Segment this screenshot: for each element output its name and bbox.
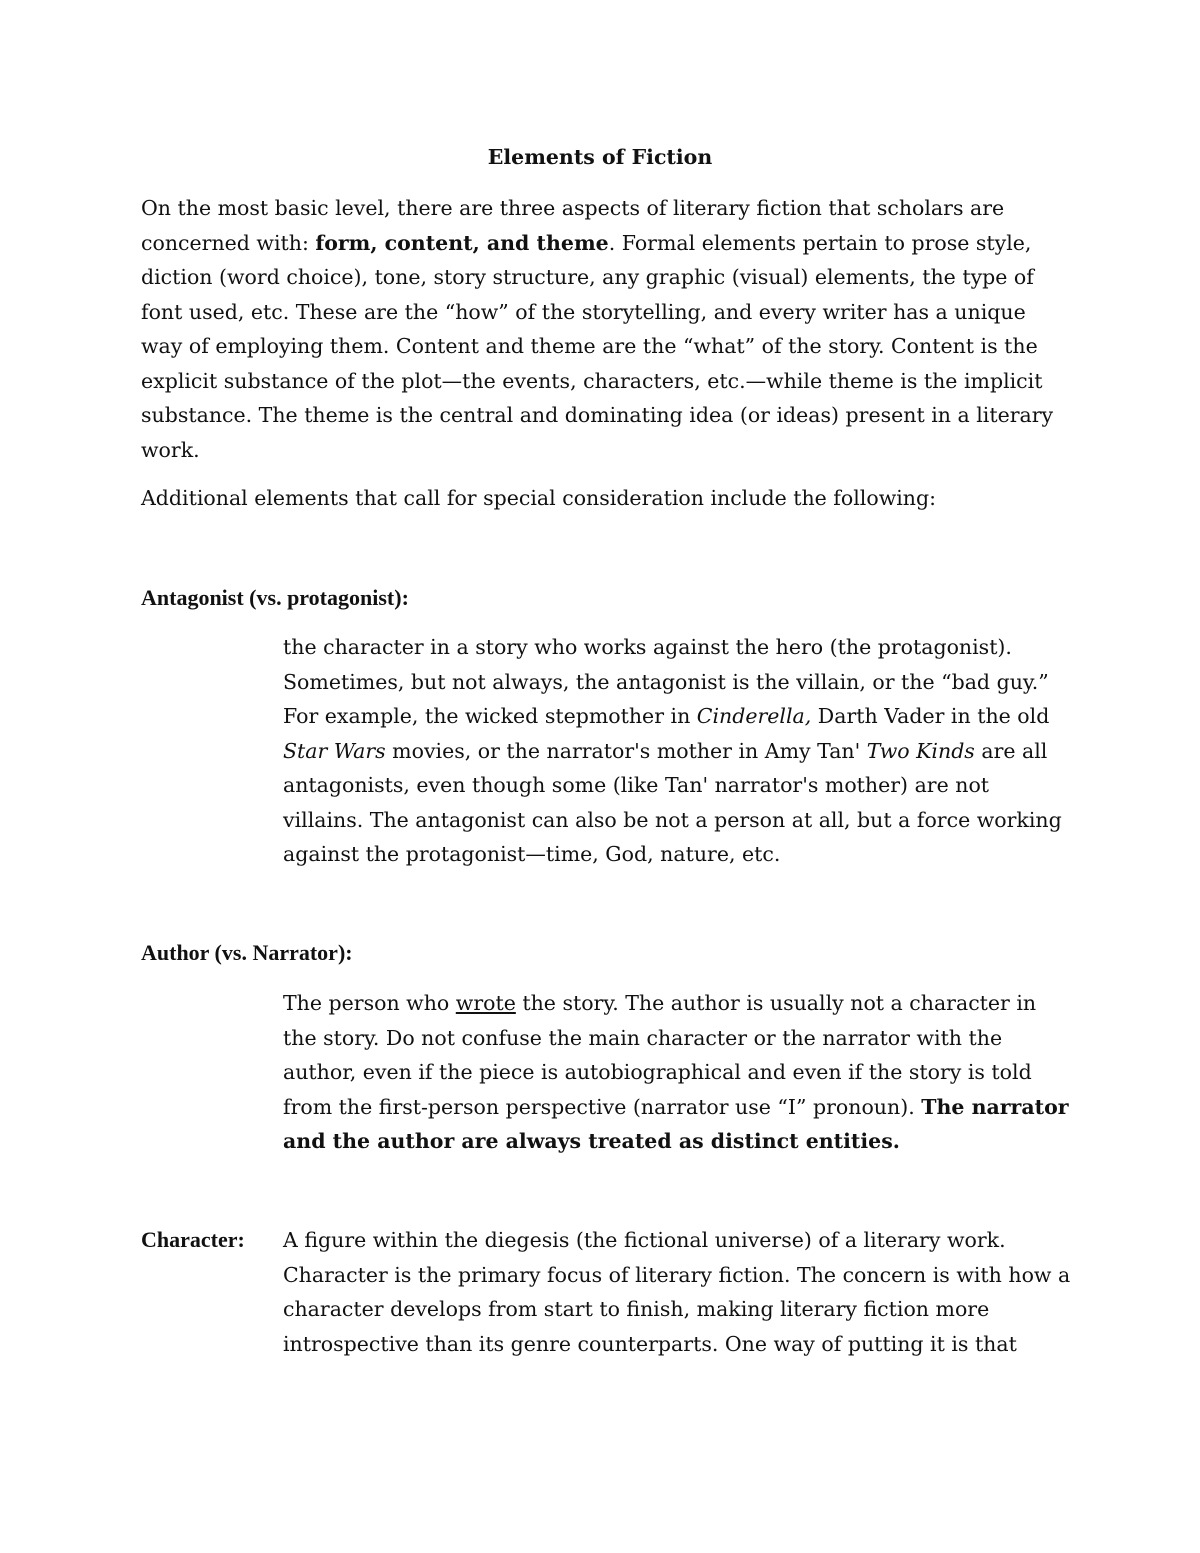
term-character: Character: [141,1227,245,1252]
term-author: Author (vs. Narrator): [141,940,353,965]
definition-character: A figure within the diegesis (the fictional universe) of a literary work. Character is the primary focus of literary fiction. The concern is with how a character develops from start to finish, making literary fiction more introspective than its genre counterparts. One way of putting it is that [283,1228,1071,1356]
intro-paragraph [141,191,1061,467]
term-antagonist: Antagonist (vs. protagonist): [141,585,409,610]
antagonist-text-2: Darth Vader in the old [811,704,1050,728]
definition-author [283,986,1073,1159]
author-text-1: The person who [283,991,456,1015]
antagonist-text-3: movies, or the narrator's mother in Amy Tan' [385,738,867,763]
antagonist-text-1: the character in a story who works against the hero (the protagonist). Sometimes, but not always, the antagonist is the villain, or the “bad guy.” For example, the wicked stepmother in [283,635,1049,728]
antagonist-cinderella: Cinderella, [696,704,812,728]
definition-antagonist [283,630,1073,872]
intro-bold-terms: form, content, and theme [315,230,609,255]
antagonist-text-4: are all antagonists, even though some (like Tan' narrator's mother) are not villains. The antagonist can also be not a person at all, but a force working against the protagonist—time, God, nature, etc. [283,738,1062,866]
author-wrote: wrote [455,991,516,1015]
antagonist-star-wars: Star Wars [283,738,386,763]
intro-text-1: On the most basic level, there are three aspects of literary fiction that scholars are concerned with: [141,196,1005,255]
antagonist-two-kinds: Two Kinds [866,738,975,763]
additional-paragraph: Additional elements that call for special consideration include the following: [141,486,937,510]
author-bold-statement: The narrator and the author are always treated as distinct entities. [283,1094,1069,1153]
author-text-2: the story. The author is usually not a character in the story. Do not confuse the main character or the narrator with the author, even if the piece is autobiographical and even if the story is told from the first-person perspective (narrator use “I” pronoun). [283,991,1037,1119]
intro-text-2: . Formal elements pertain to prose style, diction (word choice), tone, story structure, any graphic (visual) elements, the type of font used, etc. These are the “how” of the storytelling, and every writer has a unique way of employing them. Content and theme are the “what” of the story. Content is the explicit substance of the plot—the events, characters, etc.—while theme is the implicit substance. The theme is the central and dominating idea (or ideas) present in a literary work. [141,230,1054,462]
document-title: Elements of Fiction [487,145,713,169]
